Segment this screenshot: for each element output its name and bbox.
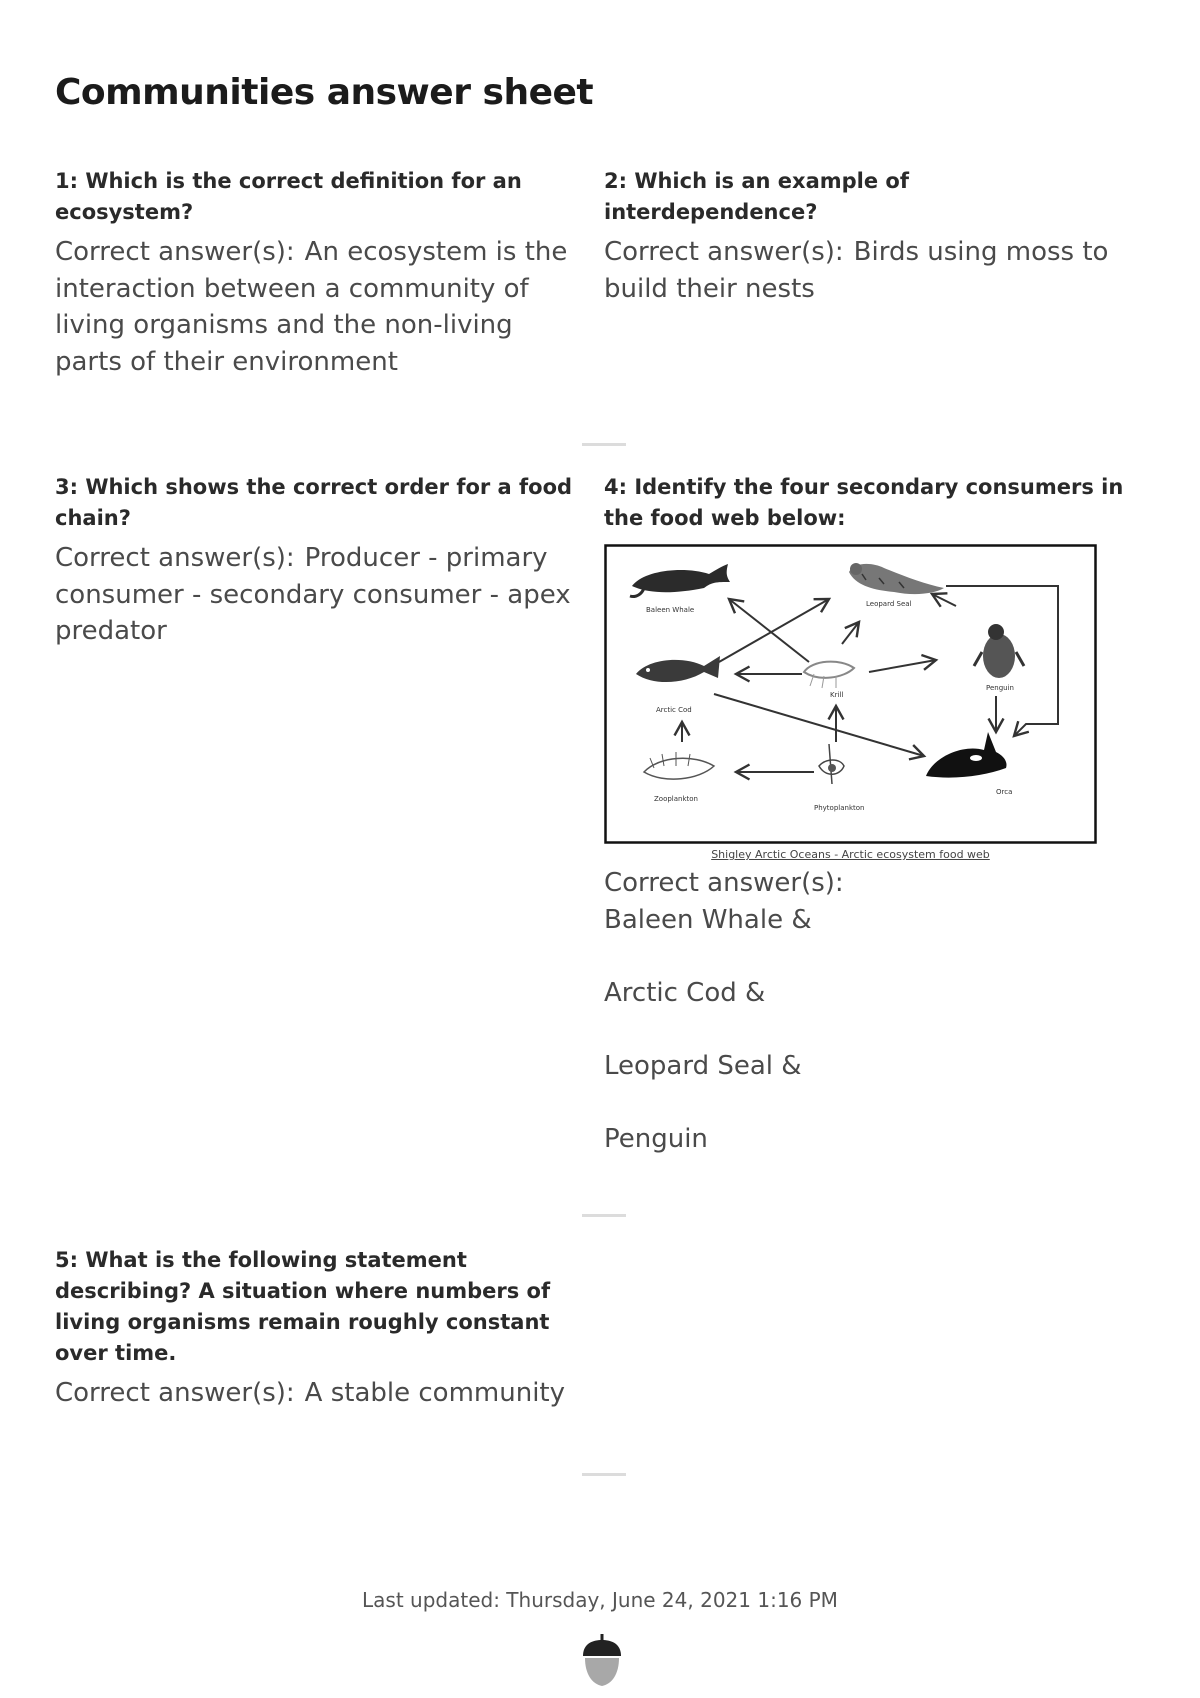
figure-caption: Shigley Arctic Oceans - Arctic ecosystem food web [711,848,990,861]
label-phytoplankton: Phytoplankton [814,804,865,812]
label-penguin: Penguin [986,684,1014,692]
acorn-logo-icon [580,1632,624,1692]
page-title: Communities answer sheet [55,72,594,113]
section-divider [582,1473,626,1476]
answer-label: Correct answer(s): [55,237,295,267]
question-1-prompt: 1: Which is the correct definition for an ecosystem? [55,169,522,224]
food-web-figure [604,544,1097,861]
question-4 [604,472,1124,1157]
answer-label: Correct answer(s): [55,1378,295,1408]
question-2 [604,166,1124,307]
label-orca: Orca [996,788,1013,796]
question-3-prompt: 3: Which shows the correct order for a food chain? [55,475,573,530]
question-2-answer [604,234,1124,307]
label-arctic-cod: Arctic Cod [656,706,692,714]
question-4-answer [604,865,1124,1157]
question-3-answer [55,540,575,650]
question-4-prompt: 4: Identify the four secondary consumers in the food web below: [604,475,1124,530]
answer-label: Correct answer(s): [604,237,844,267]
question-3 [55,472,575,650]
food-web-diagram [604,544,1097,844]
last-updated: Last updated: Thursday, June 24, 2021 1:16 PM [362,1588,838,1612]
answer-item-3: Leopard Seal & [604,1050,802,1081]
answer-item-1: Baleen Whale & [604,904,812,935]
answer-label: Correct answer(s): [604,868,844,898]
answer-item-2: Arctic Cod & [604,977,766,1008]
label-zooplankton: Zooplankton [654,795,698,803]
answer-item-4: Penguin [604,1123,708,1154]
question-1-answer [55,234,575,380]
label-leopard-seal: Leopard Seal [866,600,912,608]
label-krill: Krill [830,691,844,699]
question-5-answer [55,1375,575,1412]
question-5-prompt: 5: What is the following statement describing? A situation where numbers of living organisms remain roughly constant over time. [55,1248,551,1365]
question-2-prompt: 2: Which is an example of interdependence? [604,169,909,224]
question-5 [55,1245,575,1412]
section-divider [582,443,626,446]
label-baleen-whale: Baleen Whale [646,606,695,614]
answer-text: Birds using moss to build their nests [604,237,1109,304]
section-divider [582,1214,626,1217]
answer-text: A stable community [304,1378,566,1408]
answer-text: Producer - primary consumer - secondary consumer - apex predator [55,543,571,646]
answer-label: Correct answer(s): [55,543,295,573]
answer-text: An ecosystem is the interaction between a community of living organisms and the non-living parts of their environment [55,237,568,377]
question-1 [55,166,575,380]
